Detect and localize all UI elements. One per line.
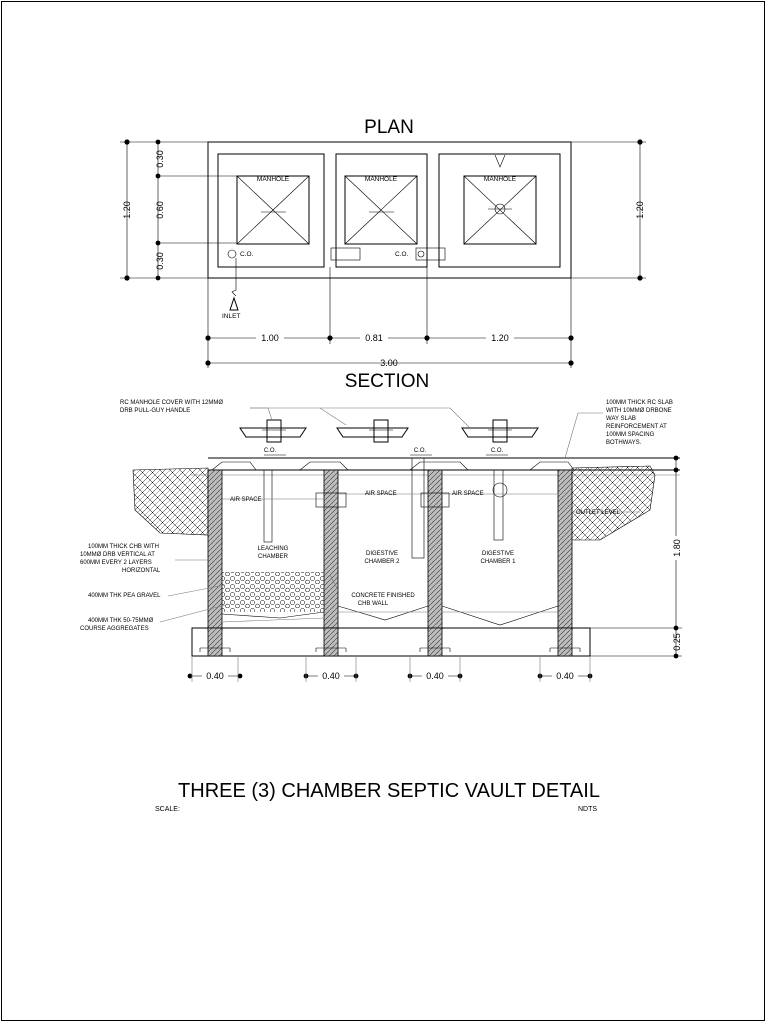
drawing-title: THREE (3) CHAMBER SEPTIC VAULT DETAIL bbox=[178, 780, 600, 802]
chamber-name-digestive1-2: CHAMBER 1 bbox=[480, 559, 516, 565]
soil-left bbox=[133, 468, 208, 535]
plan-bottom-dim-1: 1.00 bbox=[261, 333, 279, 343]
plan-left-total: 1.20 bbox=[122, 201, 132, 219]
chb-note-4: HORIZONTAL bbox=[122, 568, 161, 574]
chb-note-1: 100MM THICK CHB WITH bbox=[88, 544, 159, 550]
inlet-label: INLET bbox=[222, 313, 241, 320]
aggregates-note-2: COURSE AGGREGATES bbox=[80, 626, 149, 632]
section-cleanout-label-2: C.O. bbox=[413, 448, 427, 454]
plan-bottom-total: 3.00 bbox=[380, 358, 398, 368]
footing-dim-4: 0.40 bbox=[556, 671, 574, 681]
plan-heading: PLAN bbox=[364, 117, 414, 138]
section-base-dim: 0.25 bbox=[672, 633, 682, 651]
plan-manhole-1 bbox=[237, 176, 309, 244]
footing-dims bbox=[188, 656, 593, 682]
chamber-name-digestive1-1: DIGESTIVE bbox=[481, 551, 515, 557]
plan-chamber-leaching bbox=[218, 154, 324, 267]
plan-cleanout-box bbox=[416, 248, 445, 260]
pipe-digestive-1 bbox=[494, 470, 503, 540]
wall-right bbox=[558, 470, 572, 630]
plan-left-dim-3: 0.30 bbox=[155, 252, 165, 270]
concrete-wall-note-1: CONCRETE FINISHED bbox=[351, 593, 415, 599]
plan-cleanout-label-1: C.O. bbox=[240, 251, 254, 258]
chamber-name-digestive2-1: DIGESTIVE bbox=[365, 551, 399, 557]
plan-outer-wall bbox=[208, 142, 571, 278]
slab-note-4: REINFORCEMENT AT bbox=[606, 424, 667, 430]
section-heading: SECTION bbox=[344, 371, 430, 392]
wall-left bbox=[208, 470, 222, 630]
section-height-dim: 1.80 bbox=[672, 539, 682, 557]
aggregates-note-1: 400MM THK 50-75MMØ bbox=[88, 618, 154, 624]
air-space-label-2: AIR SPACE bbox=[365, 491, 397, 497]
wall-divider-2 bbox=[428, 470, 442, 630]
manhole-label-2: MANHOLE bbox=[364, 176, 398, 183]
scale-label: SCALE: bbox=[155, 806, 180, 813]
manhole-label-3: MANHOLE bbox=[483, 176, 517, 183]
concrete-wall-note-2: CHB WALL bbox=[357, 601, 389, 607]
inlet-pipe bbox=[232, 258, 236, 296]
plan-baffle bbox=[331, 248, 360, 260]
scale-value: NDTS bbox=[578, 806, 598, 813]
soil-right bbox=[572, 466, 655, 540]
slab-note-5: 100MM SPACING bbox=[606, 432, 655, 438]
plan-left-dim-2: 0.60 bbox=[155, 201, 165, 219]
chamber-name-digestive2-2: CHAMBER 2 bbox=[364, 559, 400, 565]
chb-note-2: 10MMØ DRB VERTICAL AT bbox=[80, 552, 155, 558]
gravel-bed bbox=[222, 572, 324, 612]
plan-view bbox=[120, 139, 646, 368]
plan-left-dim-1: 0.30 bbox=[155, 150, 165, 168]
slab-note-6: BOTHWAYS. bbox=[606, 440, 642, 446]
plan-manhole-3 bbox=[464, 155, 536, 244]
plan-manhole-2 bbox=[345, 176, 417, 244]
plan-cleanout-1 bbox=[228, 250, 236, 258]
plan-right-total: 1.20 bbox=[635, 201, 645, 219]
pipe-digestive-2 bbox=[412, 458, 424, 558]
chamber-name-leaching-2: CHAMBER bbox=[257, 554, 289, 560]
slab-note-1: 100MM THICK RC SLAB bbox=[606, 400, 673, 406]
inlet-arrow-icon bbox=[230, 298, 238, 310]
plan-bottom-dim-3: 1.20 bbox=[491, 333, 509, 343]
plan-cleanout-label-2: C.O. bbox=[395, 251, 409, 258]
section-cleanout-label-1: C.O. bbox=[263, 448, 277, 454]
section-cleanout-label-3: C.O. bbox=[490, 448, 504, 454]
air-space-label-1: AIR SPACE bbox=[230, 497, 262, 503]
plan-bottom-dim-2: 0.81 bbox=[365, 333, 383, 343]
footing-dim-1: 0.40 bbox=[206, 671, 224, 681]
slab-note-3: WAY SLAB bbox=[606, 416, 636, 422]
wall-divider-1 bbox=[324, 470, 338, 630]
air-space-label-3: AIR SPACE bbox=[452, 491, 484, 497]
outlet-level-note: OUTLET LEVEL bbox=[576, 510, 620, 516]
manhole-label-1: MANHOLE bbox=[256, 176, 290, 183]
chb-note-3: 600MM EVERY 2 LAYERS bbox=[80, 560, 152, 566]
vent-pipe-leaching bbox=[264, 470, 272, 542]
slab-note-2: WITH 10MMØ DRBONE bbox=[606, 408, 672, 414]
footing-dim-2: 0.40 bbox=[322, 671, 340, 681]
manhole-cover-note-2: DRB PULL-GUY HANDLE bbox=[120, 408, 191, 414]
gravel-note: 400MM THK PEA GRAVEL bbox=[88, 593, 161, 599]
manhole-cover-note-1: RC MANHOLE COVER WITH 12MMØ bbox=[120, 400, 224, 406]
section-view bbox=[80, 400, 682, 682]
section-manhole-covers bbox=[240, 420, 538, 442]
footing-dim-3: 0.40 bbox=[426, 671, 444, 681]
chamber-name-leaching-1: LEACHING bbox=[257, 546, 289, 552]
base-slab bbox=[192, 628, 590, 656]
